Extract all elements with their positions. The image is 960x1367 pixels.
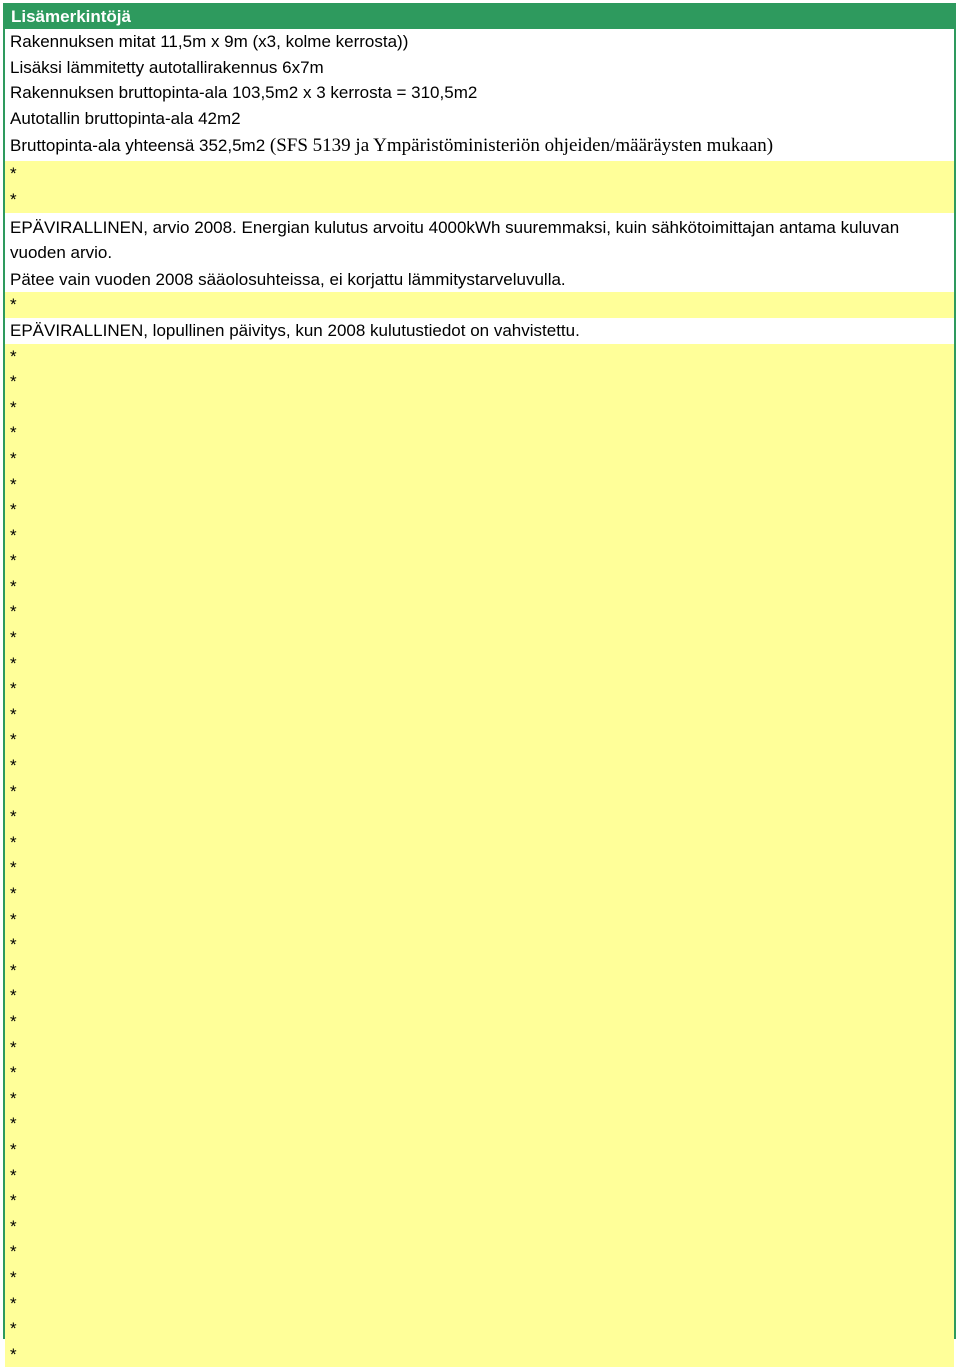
note-row-star: *	[5, 161, 954, 187]
star-row: *	[5, 881, 954, 907]
star-row: *	[5, 1009, 954, 1035]
star-row: *	[5, 779, 954, 805]
star-row: *	[5, 420, 954, 446]
star-row: *	[5, 983, 954, 1009]
notes-header: Lisämerkintöjä	[5, 5, 954, 29]
star-row: *	[5, 344, 954, 370]
star-row: *	[5, 1188, 954, 1214]
star-row: *	[5, 548, 954, 574]
star-row: *	[5, 753, 954, 779]
star-row: *	[5, 497, 954, 523]
star-row: *	[5, 932, 954, 958]
star-row: *	[5, 1137, 954, 1163]
star-rows	[5, 344, 954, 1367]
star-row: *	[5, 855, 954, 881]
star-row: *	[5, 1163, 954, 1189]
star-row: *	[5, 1035, 954, 1061]
star-row: *	[5, 702, 954, 728]
note-row: Rakennuksen mitat 11,5m x 9m (x3, kolme kerrosta))	[5, 29, 954, 55]
star-row: *	[5, 727, 954, 753]
star-row: *	[5, 599, 954, 625]
note-row-star: *	[5, 187, 954, 213]
star-row: *	[5, 1342, 954, 1367]
star-row: *	[5, 804, 954, 830]
note-row-total-text: Bruttopinta-ala yhteensä 352,5m2	[10, 136, 270, 156]
note-row: Lisäksi lämmitetty autotallirakennus 6x7m	[5, 55, 954, 81]
star-row: *	[5, 676, 954, 702]
star-row: *	[5, 446, 954, 472]
star-row: *	[5, 369, 954, 395]
star-row: *	[5, 1265, 954, 1291]
note-row-total-area	[5, 131, 954, 161]
star-row: *	[5, 1291, 954, 1317]
star-row: *	[5, 1111, 954, 1137]
note-row-estimate: EPÄVIRALLINEN, arvio 2008. Energian kulutus arvoitu 4000kWh suuremmaksi, kuin sähkötoimittajan antama kuluvan vuoden arvio.	[5, 213, 954, 267]
note-row: Rakennuksen bruttopinta-ala 103,5m2 x 3 kerrosta = 310,5m2	[5, 80, 954, 106]
star-row: *	[5, 958, 954, 984]
star-row: *	[5, 830, 954, 856]
note-row-star: *	[5, 292, 954, 318]
star-row: *	[5, 1214, 954, 1240]
notes-sheet	[3, 3, 956, 1364]
star-row: *	[5, 523, 954, 549]
note-row-weather: Pätee vain vuoden 2008 sääolosuhteissa, ei korjattu lämmitystarveluvulla.	[5, 267, 954, 293]
note-row-total-reference: (SFS 5139 ja Ympäristöministeriön ohjeiden/määräysten mukaan)	[269, 135, 774, 157]
star-row: *	[5, 651, 954, 677]
star-row: *	[5, 574, 954, 600]
star-row: *	[5, 1239, 954, 1265]
star-row: *	[5, 395, 954, 421]
note-row: Autotallin bruttopinta-ala 42m2	[5, 106, 954, 132]
star-row: *	[5, 1086, 954, 1112]
star-row: *	[5, 625, 954, 651]
star-row: *	[5, 1316, 954, 1342]
star-row: *	[5, 472, 954, 498]
star-row: *	[5, 907, 954, 933]
note-row-final-update: EPÄVIRALLINEN, lopullinen päivitys, kun 2008 kulutustiedot on vahvistettu.	[5, 318, 954, 344]
star-row: *	[5, 1060, 954, 1086]
